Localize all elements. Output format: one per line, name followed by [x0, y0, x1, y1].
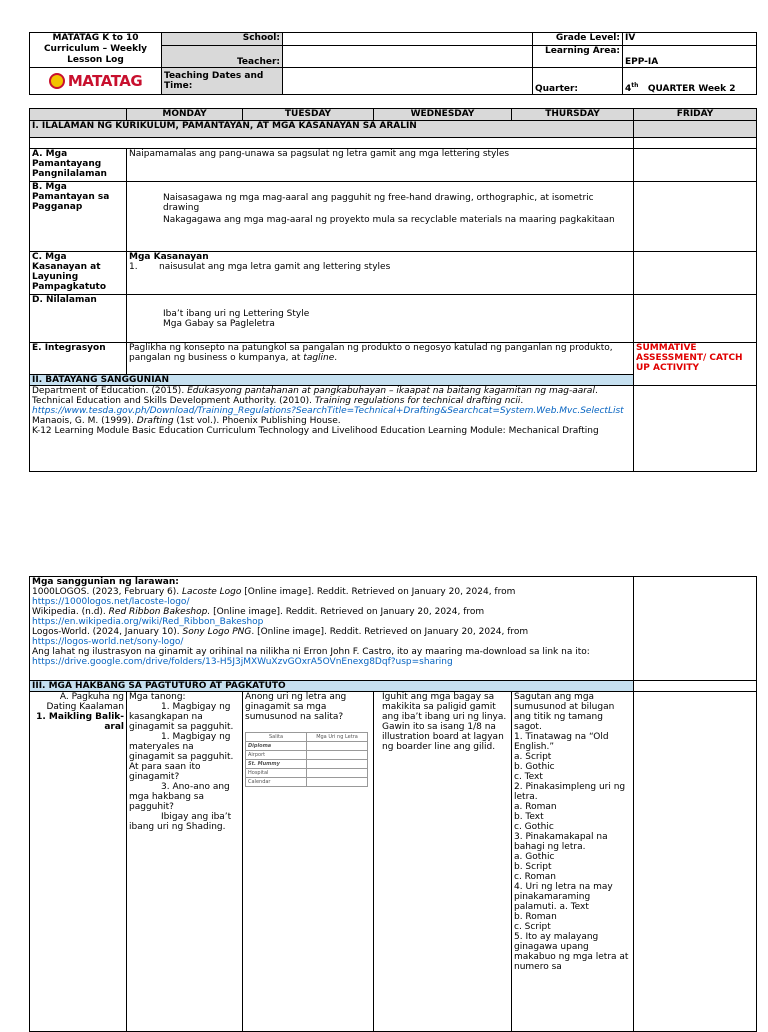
quarter-value	[623, 68, 757, 95]
monday-question-2: 1. Magbigay ng materyales na ginagamit sa pagguhit. At para saan ito ginagamit?	[129, 732, 234, 782]
image-ref-3-title: Sony Logo PNG	[182, 627, 252, 637]
thursday-line: b. Roman	[514, 912, 557, 922]
thursday-intro: Sagutan ang mga sumusunod at bilugan ang titik ng tamang sagot.	[514, 692, 615, 732]
thursday-line: c. Gothic	[514, 822, 554, 832]
grade-label: Grade Level:	[533, 33, 623, 46]
prior-knowledge-label: A. Pagkuha ng Dating Kaalaman	[46, 692, 124, 712]
competencies-friday	[634, 252, 757, 295]
reference-2	[32, 396, 631, 406]
content-standards-friday	[634, 149, 757, 182]
log-title: MATATAG K to 10 Curriculum – Weekly Lesson Log	[30, 33, 162, 68]
reference-2-title: Training regulations for technical drafting ncii	[314, 396, 521, 406]
lettering-table-head-type: Mga Uri ng Letra	[307, 733, 368, 742]
day-wednesday: WEDNESDAY	[374, 109, 512, 121]
reference-3	[32, 416, 631, 426]
content-text	[127, 295, 634, 343]
thursday-line: c. Roman	[514, 872, 557, 882]
integration-text	[127, 343, 634, 375]
thursday-line: 4. Uri ng letra na may pinakamaraming palamuti. a. Text	[514, 882, 613, 912]
section3-friday	[634, 681, 757, 692]
illustration-note-text: Ang lahat ng ilustrasyon na ginamit ay orihinal na nilikha ni Erron John F. Castro, ito ay maaring ma-download sa link na ito:	[32, 647, 590, 657]
reference-3-end: (1st vol.). Phoenix Publishing House.	[176, 416, 341, 426]
image-reference-1-link[interactable]: https://1000logos.net/lacoste-logo/	[32, 597, 190, 607]
image-reference-1	[32, 587, 631, 597]
image-reference-3-link[interactable]: https://logos-world.net/sony-logo/	[32, 637, 184, 647]
matatag-logo	[32, 68, 159, 94]
corner-cell	[30, 109, 127, 121]
lettering-table-row: St. Mummy	[246, 760, 307, 769]
competency-text: naisusulat ang mga letra gamit ang lettering styles	[159, 262, 391, 272]
section3-heading: III. MGA HAKBANG SA PAGTUTURO AT PAGKATUTO	[30, 681, 634, 692]
tuesday-text: Anong uri ng letra ang ginagamit sa mga sumusunod na salita?	[245, 692, 347, 722]
lettering-table-blank[interactable]	[307, 751, 368, 760]
content-standards-label: A. Mga Pamantayang Pangnilalaman	[30, 149, 127, 182]
monday-question-4: Ibigay ang iba’t ibang uri ng Shading.	[129, 812, 232, 832]
thursday-line: a. Script	[514, 752, 552, 762]
lettering-table-row: Airport	[246, 751, 307, 760]
quarter-suffix: th	[631, 82, 639, 89]
monday-question-1: 1. Magbigay ng kasangkapan na ginagamit sa pagguhit.	[129, 702, 234, 732]
section1-heading: I. ILALAMAN NG KURIKULUM, PAMANTAYAN, AT MGA KASANAYAN SA ARALIN	[30, 121, 634, 138]
thursday-line: b. Script	[514, 862, 552, 872]
image-reference-2	[32, 607, 631, 617]
reference-2-link[interactable]: https://www.tesda.gov.ph/Download/Training_Regulations?SearchTitle=Technical+Drafting&Searchcat=System.Web.Mvc.SelectList	[32, 406, 624, 416]
section2-heading: II. BATAYANG SANGGUNIAN	[30, 375, 634, 386]
reference-1-end: .	[594, 386, 598, 396]
friday-review	[634, 692, 757, 1032]
area-label: Learning Area:	[533, 46, 623, 68]
lettering-table-row: Calendar	[246, 778, 307, 787]
image-ref-2-author: Wikipedia. (n.d).	[32, 607, 106, 617]
image-ref-1-title: Lacoste Logo	[182, 587, 242, 597]
illustration-note	[32, 647, 631, 667]
references-cell	[30, 386, 634, 472]
day-thursday: THURSDAY	[512, 109, 634, 121]
image-reference-2-link[interactable]: https://en.wikipedia.org/wiki/Red_Ribbon_Bakeshop	[32, 617, 264, 627]
reference-1-title: Edukasyong pantahanan at pangkabuhayan – ikaapat na baitang kagamitan ng mag-aaral	[187, 386, 595, 396]
school-field[interactable]	[283, 33, 533, 46]
lesson-table-page2	[29, 576, 757, 1032]
thursday-line: a. Gothic	[514, 852, 555, 862]
section1-friday	[634, 121, 757, 138]
image-references-friday	[634, 577, 757, 681]
lettering-table-blank[interactable]	[307, 760, 368, 769]
logo-wordmark: MATATAG	[67, 72, 143, 90]
reference-3-author: Manaois, G. M. (1999).	[32, 416, 134, 426]
content-line-1: Iba’t ibang uri ng Lettering Style	[163, 309, 310, 319]
review-label-cell	[30, 692, 127, 1032]
image-reference-3	[32, 627, 631, 637]
quarter-label: Quarter:	[533, 68, 623, 95]
content-label: D. Nilalaman	[30, 295, 127, 343]
integration-label: E. Integrasyon	[30, 343, 127, 375]
monday-review	[127, 692, 243, 1032]
reference-2-author: Technical Education and Skills Development Authority. (2010).	[32, 396, 312, 406]
image-ref-2-source: [Online image]. Reddit. Retrieved on January 20, 2024, from	[213, 607, 485, 617]
integration-end: .	[334, 353, 338, 363]
thursday-line: 5. Ito ay malayang ginagawa upang makabuo ng mga letra at numero sa	[514, 932, 629, 972]
day-friday: FRIDAY	[634, 109, 757, 121]
lesson-table-page1	[29, 108, 757, 472]
area-value: EPP-IA	[623, 46, 757, 68]
performance-standards-friday	[634, 182, 757, 252]
image-ref-1-author: 1000LOGOS. (2023, February 6).	[32, 587, 180, 597]
logo-cell	[30, 68, 162, 95]
integration-main: Paglikha ng konsepto na patungkol sa pangalan ng produkto o negosyo katulad ng panganlan ng produkto, pangalan ng business o kumpanya, at	[129, 343, 613, 363]
lettering-table-blank[interactable]	[307, 778, 368, 787]
blank-row	[30, 138, 634, 149]
reference-3-title: Drafting	[136, 416, 174, 426]
reference-1-author: Department of Education. (2015).	[32, 386, 185, 396]
quarter-number: 4	[625, 84, 632, 94]
friday-summative: SUMMATIVE ASSESSMENT/ CATCH UP ACTIVITY	[634, 343, 757, 386]
day-monday: MONDAY	[127, 109, 243, 121]
competencies-heading: Mga Kasanayan	[129, 252, 209, 262]
teacher-field[interactable]	[283, 46, 533, 68]
monday-intro: Mga tanong:	[129, 692, 186, 702]
competency-number: 1.	[129, 262, 138, 272]
competency-1	[129, 262, 631, 272]
thursday-line: c. Text	[514, 772, 543, 782]
thursday-line: b. Text	[514, 812, 544, 822]
performance-standards-label: B. Mga Pamantayan sa Pagganap	[30, 182, 127, 252]
teacher-label: Teacher:	[162, 46, 283, 68]
thursday-line: a. Roman	[514, 802, 557, 812]
thursday-line: 2. Pinakasimpleng uri ng letra.	[514, 782, 626, 802]
header-table	[29, 32, 757, 95]
wednesday-review: Iguhit ang mga bagay sa makikita sa paligid gamit ang iba’t ibang uri ng linya. Gawin ito sa isang 1/8 na illustration board at lagyan ng boarder line ang gilid.	[374, 692, 512, 1032]
references-friday	[634, 386, 757, 472]
dates-label: Teaching Dates and Time:	[162, 68, 283, 95]
quarter-week: QUARTER Week 2	[647, 84, 736, 94]
school-label: School:	[162, 33, 283, 46]
integration-tagline: tagline	[303, 353, 335, 363]
blank-row-friday	[634, 138, 757, 149]
image-ref-2-title: Red Ribbon Bakeshop.	[108, 607, 211, 617]
deped-seal-icon	[49, 73, 65, 89]
review-label: 1. Maikling Balik-aral	[36, 712, 124, 732]
dates-field[interactable]	[283, 68, 533, 95]
thursday-line: 1. Tinatawag na “Old English.”	[514, 732, 609, 752]
tuesday-review	[243, 692, 374, 1032]
content-line-2: Mga Gabay sa Pagleletra	[163, 319, 275, 329]
reference-2-end: .	[520, 396, 524, 406]
content-standards-text: Naipamamalas ang pang-unawa sa pagsulat ng letra gamit ang mga lettering styles	[127, 149, 634, 182]
performance-standard-2: Nakagagawa ang mga mag-aaral ng proyekto mula sa recyclable materials na maaring pagkakitaan	[163, 215, 615, 225]
thursday-line: b. Gothic	[514, 762, 555, 772]
image-ref-3-source: . [Online image]. Reddit. Retrieved on January 20, 2024, from	[251, 627, 529, 637]
day-tuesday: TUESDAY	[243, 109, 374, 121]
lettering-table	[245, 732, 368, 787]
performance-standards-text	[127, 182, 634, 252]
image-references-cell	[30, 577, 634, 681]
illustration-note-link[interactable]: https://drive.google.com/drive/folders/13-H5J3jMXWuXzvGOxrA5OVnEnexg8Dqf?usp=sharing	[32, 657, 453, 667]
grade-value: IV	[623, 33, 757, 46]
image-ref-3-author: Logos-World. (2024, January 10).	[32, 627, 180, 637]
lettering-table-blank[interactable]	[307, 742, 368, 751]
competencies-label: C. Mga Kasanayan at Layuning Pampagkatuto	[30, 252, 127, 295]
thursday-review	[512, 692, 634, 1032]
lettering-table-blank[interactable]	[307, 769, 368, 778]
reference-4: K-12 Learning Module Basic Education Curriculum Technology and Livelihood Education Learning Module: Mechanical Drafting	[32, 426, 599, 436]
image-ref-1-source: [Online image]. Reddit. Retrieved on January 20, 2024, from	[244, 587, 516, 597]
competencies-text	[127, 252, 634, 295]
thursday-line: 3. Pinakamakapal na bahagi ng letra.	[514, 832, 608, 852]
lettering-table-head-word: Salita	[246, 733, 307, 742]
lettering-table-row: Hospital	[246, 769, 307, 778]
content-friday	[634, 295, 757, 343]
lettering-table-row: Diploma	[246, 742, 307, 751]
thursday-line: c. Script	[514, 922, 551, 932]
monday-question-3: 3. Ano-ano ang mga hakbang sa pagguhit?	[129, 782, 230, 812]
image-references-heading: Mga sanggunian ng larawan:	[32, 577, 179, 587]
performance-standard-1: Naisasagawa ng mga mag-aaral ang pagguhit ng free-hand drawing, orthographic, at isometric drawing	[163, 193, 594, 213]
reference-1	[32, 386, 631, 396]
